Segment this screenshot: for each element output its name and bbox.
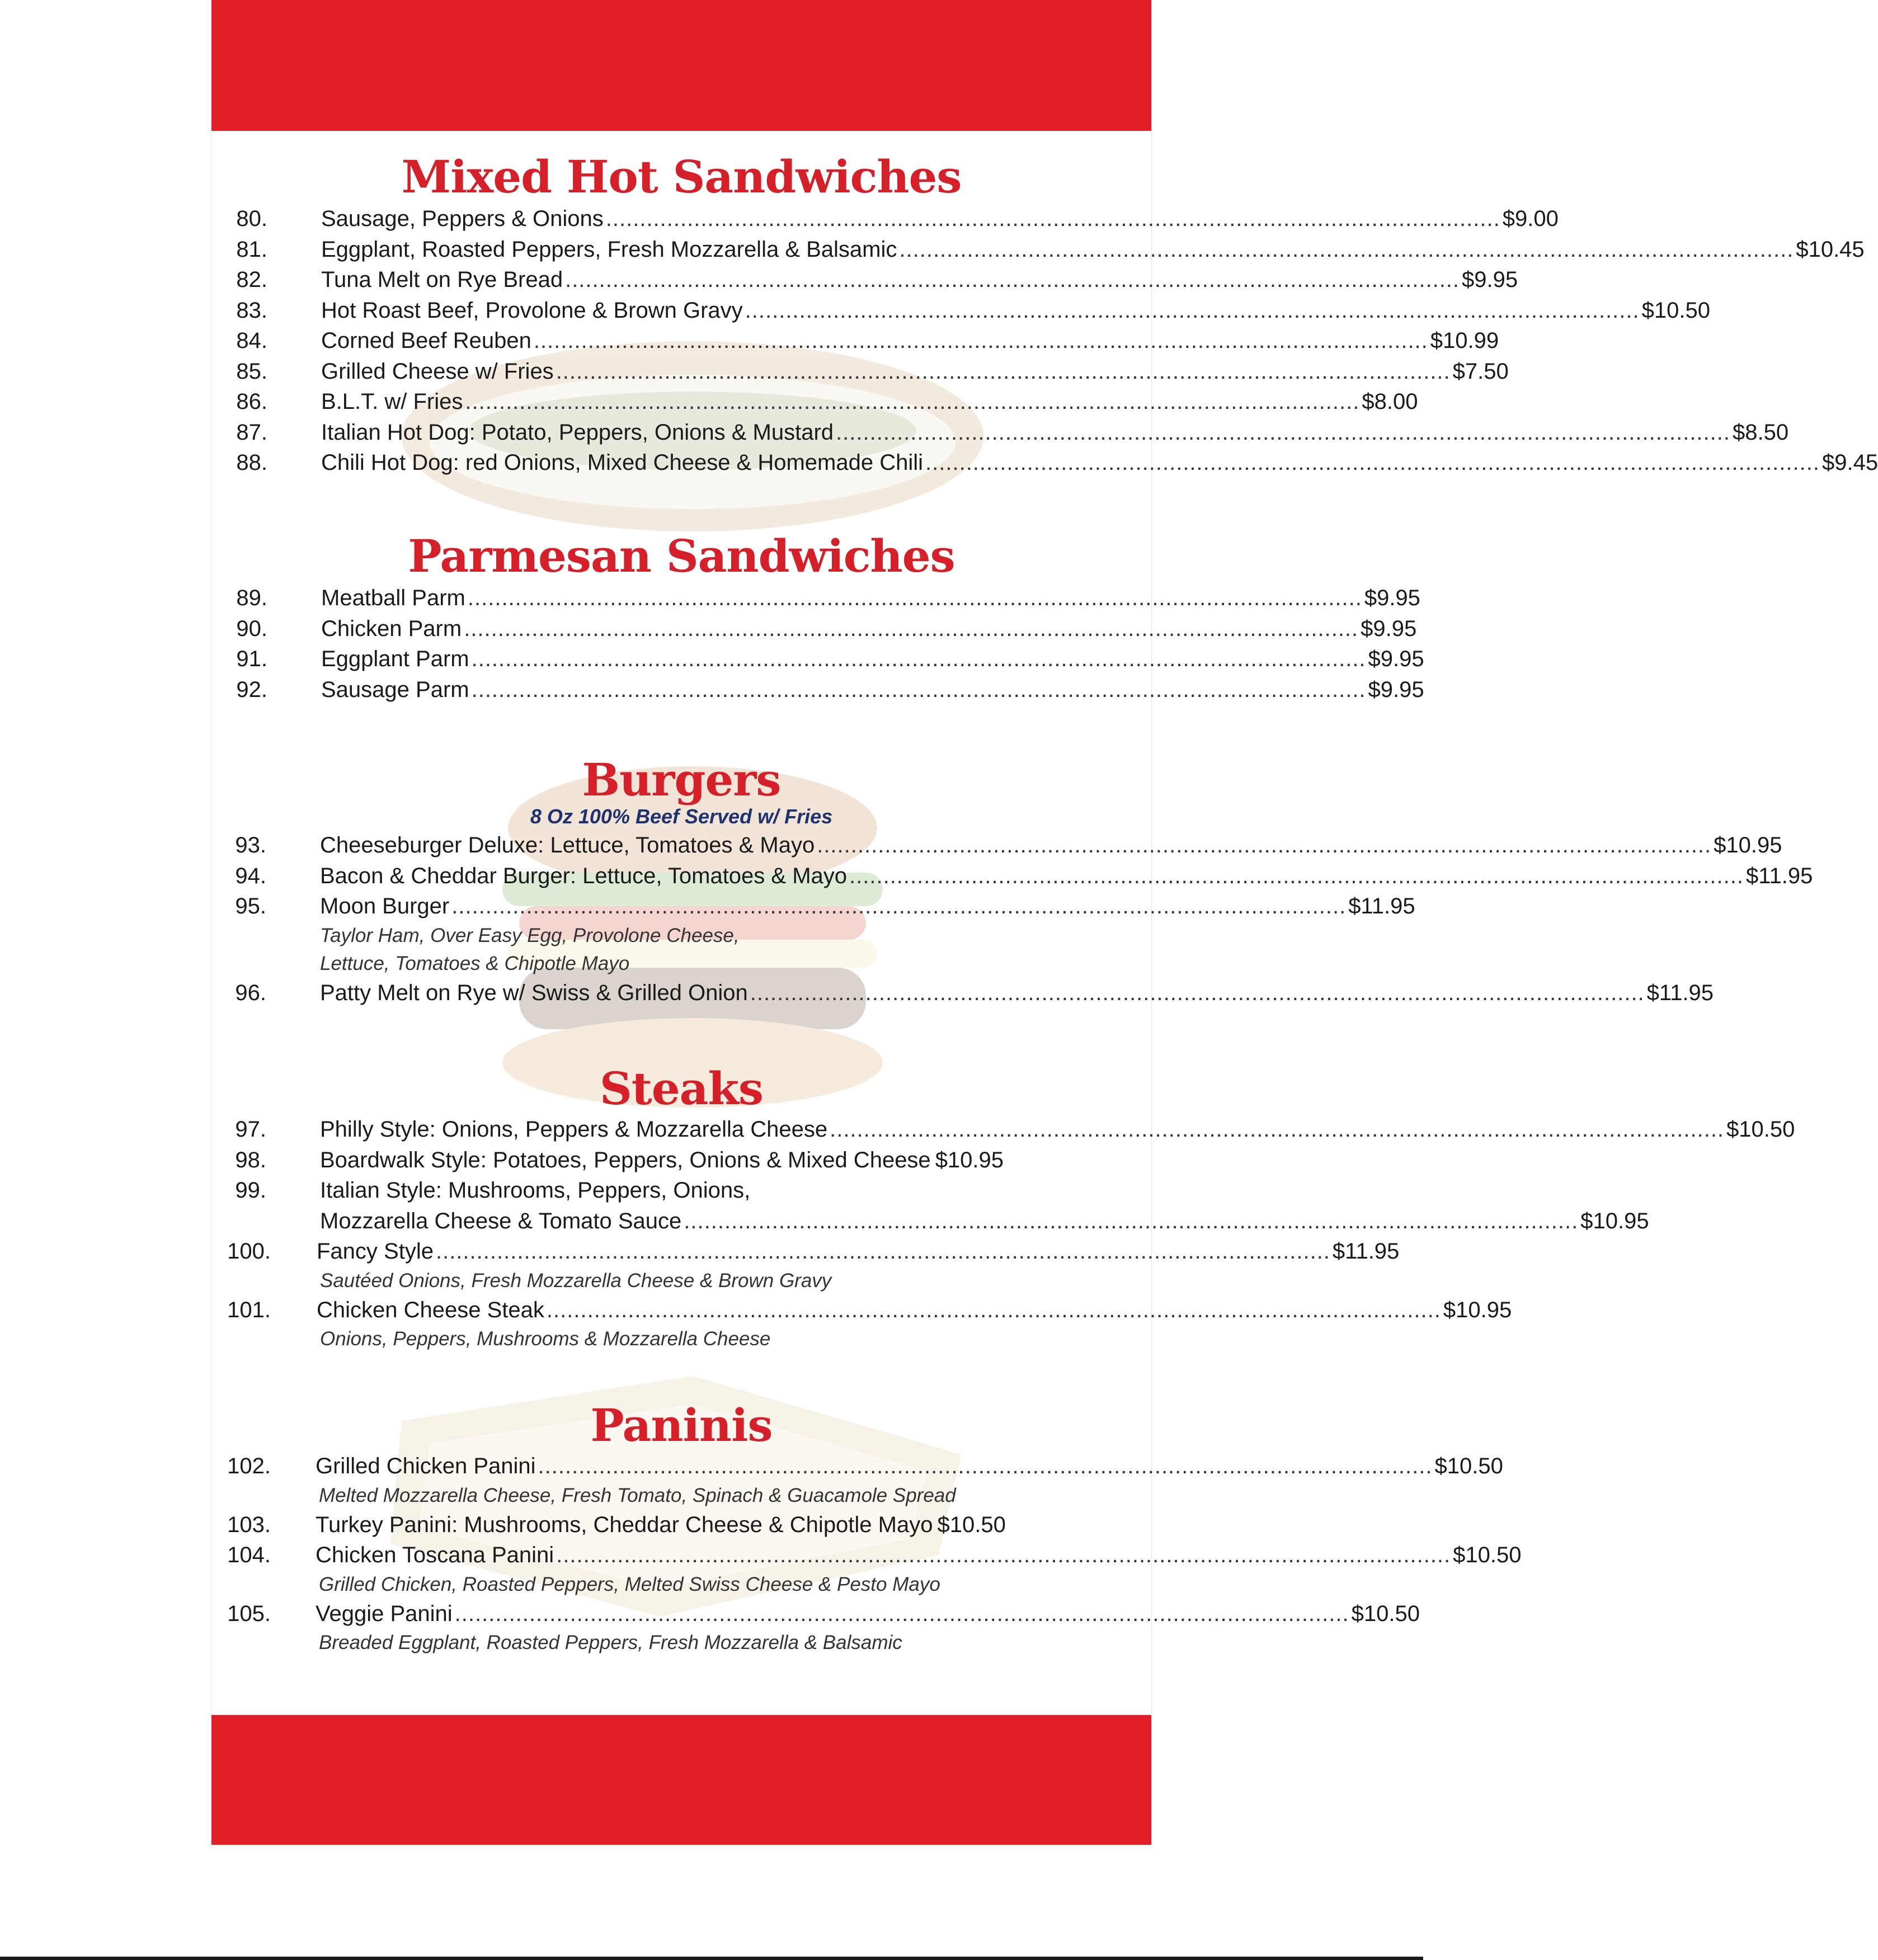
item-name: Turkey Panini: Mushrooms, Cheddar Cheese & Chipotle Mayo	[316, 1512, 933, 1537]
item-line	[321, 644, 1424, 675]
item-price: $10.99	[1430, 328, 1499, 353]
item-number: 95.	[235, 894, 266, 918]
dot-leader: ....................................................................................................................................	[454, 1601, 1349, 1626]
item-number: 96.	[235, 980, 266, 1005]
item-price: $10.50	[937, 1512, 1006, 1537]
item-description: Breaded Eggplant, Roasted Peppers, Fresh Mozzarella & Balsamic	[319, 1632, 902, 1653]
section-title: Steaks	[600, 1062, 763, 1115]
item-line	[320, 1175, 1002, 1206]
item-line	[320, 1114, 1795, 1145]
item-price: $7.50	[1452, 359, 1509, 384]
dot-leader: ....................................................................................................................................	[605, 206, 1500, 231]
item-line	[321, 614, 1417, 644]
item-line	[321, 234, 1865, 265]
item-line	[321, 583, 1420, 614]
item-name: Hot Roast Beef, Provolone & Brown Gravy	[321, 298, 743, 323]
item-number: 85.	[236, 359, 267, 384]
item-name: Chicken Cheese Steak	[317, 1297, 544, 1322]
dot-leader: ....................................................................................................................................	[899, 237, 1794, 262]
dot-leader: ....................................................................................................................................	[467, 586, 1362, 610]
item-description: Taylor Ham, Over Easy Egg, Provolone Cheese,	[320, 924, 740, 946]
dot-leader: ....................................................................................................................................	[849, 863, 1744, 888]
menu-item-88	[211, 447, 1878, 478]
item-price: $11.95	[1646, 980, 1714, 1005]
item-line	[316, 1451, 1503, 1482]
item-number: 102.	[227, 1454, 271, 1478]
item-line	[321, 265, 1518, 295]
item-description: Grilled Chicken, Roasted Peppers, Melted Swiss Cheese & Pesto Mayo	[319, 1573, 940, 1595]
item-number: 105.	[227, 1601, 271, 1626]
top-red-band	[211, 0, 1151, 131]
menu-item-84	[211, 326, 1499, 356]
item-price: $11.95	[1745, 863, 1813, 888]
item-number: 81.	[236, 237, 267, 262]
menu-item-101	[211, 1295, 1512, 1326]
item-price: $10.95	[935, 1147, 1004, 1172]
item-name: Chicken Parm	[321, 616, 462, 641]
menu-item-93	[211, 830, 1782, 861]
item-line	[320, 1145, 1002, 1176]
item-description: Onions, Peppers, Mushrooms & Mozzarella Cheese	[320, 1328, 771, 1350]
item-line	[320, 830, 1782, 861]
dot-leader: ....................................................................................................................................	[836, 420, 1730, 445]
dot-leader: ....................................................................................................................................	[817, 833, 1712, 858]
item-number: 87.	[236, 420, 267, 445]
item-price: $10.50	[1726, 1117, 1795, 1142]
item-price: $9.95	[1462, 267, 1518, 292]
item-name: Veggie Panini	[316, 1601, 453, 1626]
dot-leader: ....................................................................................................................................	[925, 450, 1820, 475]
dot-leader: ....................................................................................................................................	[684, 1208, 1579, 1233]
item-number: 94.	[235, 863, 266, 888]
menu-item-99-line1	[211, 1175, 1151, 1206]
dot-leader: ....................................................................................................................................	[451, 894, 1347, 918]
item-name: Sausage Parm	[321, 677, 469, 702]
item-line	[316, 1540, 1522, 1571]
menu-item-86	[211, 387, 1418, 417]
section-title: Paninis	[590, 1399, 773, 1452]
item-price: $9.95	[1364, 586, 1420, 610]
menu-item-100	[211, 1236, 1400, 1267]
menu-item-85	[211, 356, 1509, 387]
dot-leader: ....................................................................................................................................	[471, 647, 1366, 671]
item-line	[317, 1295, 1512, 1326]
menu-item-89	[211, 583, 1420, 614]
item-line	[321, 204, 1559, 234]
item-price: $10.50	[1453, 1543, 1522, 1567]
item-line	[320, 978, 1714, 1009]
item-line	[320, 861, 1813, 892]
item-number: 84.	[236, 328, 267, 353]
item-number: 93.	[235, 833, 266, 858]
menu-item-80	[211, 204, 1559, 234]
dot-leader: ....................................................................................................................................	[471, 677, 1366, 702]
menu-item-98	[211, 1145, 1151, 1176]
item-price: $9.95	[1361, 616, 1417, 641]
item-number: 83.	[236, 298, 267, 323]
item-name: Corned Beef Reuben	[321, 328, 531, 353]
item-line	[321, 356, 1509, 387]
menu-panel	[211, 0, 1878, 1845]
item-line	[321, 295, 1710, 326]
section-parmesan-sandwiches	[211, 530, 1424, 705]
item-name: Eggplant, Roasted Peppers, Fresh Mozzarella & Balsamic	[321, 237, 897, 262]
menu-item-82	[211, 265, 1518, 295]
item-number: 90.	[236, 616, 267, 641]
item-name: Italian Hot Dog: Potato, Peppers, Onions & Mustard	[321, 420, 834, 445]
menu-item-81	[211, 234, 1865, 265]
item-price: $10.50	[1351, 1601, 1420, 1626]
dot-leader: ....................................................................................................................................	[546, 1297, 1441, 1322]
item-price: $10.95	[1443, 1297, 1512, 1322]
item-price: $10.95	[1580, 1208, 1649, 1233]
item-name: Fancy Style	[317, 1239, 434, 1264]
item-name: Eggplant Parm	[321, 647, 469, 671]
menu-item-83	[211, 295, 1710, 326]
dot-leader: ....................................................................................................................................	[464, 616, 1359, 641]
item-name: Patty Melt on Rye w/ Swiss & Grilled Onion	[320, 980, 748, 1005]
item-name: Mozzarella Cheese & Tomato Sauce	[320, 1208, 682, 1233]
item-number: 80.	[236, 206, 267, 231]
item-line	[317, 1236, 1400, 1267]
menu-item-94	[211, 861, 1813, 892]
section-title: Burgers	[582, 753, 781, 806]
dot-leader: ....................................................................................................................................	[745, 298, 1640, 323]
item-line	[320, 1206, 1649, 1237]
menu-item-102	[211, 1451, 1503, 1482]
section-burgers	[211, 753, 1813, 1008]
section-paninis	[211, 1399, 1522, 1657]
dot-leader: ....................................................................................................................................	[538, 1454, 1433, 1478]
item-price: $10.95	[1714, 833, 1782, 858]
section-title: Mixed Hot Sandwiches	[401, 150, 962, 203]
dot-leader: ....................................................................................................................................	[435, 1239, 1330, 1264]
menu-item-103	[211, 1510, 1151, 1540]
menu-item-105	[211, 1599, 1420, 1629]
dot-leader: ....................................................................................................................................	[533, 328, 1428, 353]
item-name: Cheeseburger Deluxe: Lettuce, Tomatoes & Mayo	[320, 833, 815, 858]
item-name: Philly Style: Onions, Peppers & Mozzarella Cheese	[320, 1117, 828, 1142]
item-name: Bacon & Cheddar Burger: Lettuce, Tomatoes & Mayo	[320, 863, 848, 888]
section-mixed-hot-sandwiches	[211, 150, 1878, 478]
item-number: 86.	[236, 389, 267, 414]
item-line	[321, 675, 1424, 705]
item-line	[321, 447, 1878, 478]
dot-leader: ....................................................................................................................................	[830, 1117, 1725, 1142]
item-description: Melted Mozzarella Cheese, Fresh Tomato, Spinach & Guacamole Spread	[319, 1484, 956, 1506]
item-number: 98.	[235, 1147, 266, 1172]
item-number: 92.	[236, 677, 267, 702]
item-name: Grilled Cheese w/ Fries	[321, 359, 554, 384]
section-subtitle: 8 Oz 100% Beef Served w/ Fries	[530, 805, 833, 828]
item-price: $10.50	[1434, 1454, 1503, 1478]
item-number: 89.	[236, 586, 267, 610]
item-price: $11.95	[1348, 894, 1415, 918]
item-number: 88.	[236, 450, 267, 475]
menu-item-104	[211, 1540, 1522, 1571]
item-price: $10.50	[1641, 298, 1710, 323]
item-name: Tuna Melt on Rye Bread	[321, 267, 563, 292]
item-description: Lettuce, Tomatoes & Chipotle Mayo	[320, 952, 630, 974]
menu-item-99	[211, 1206, 1649, 1237]
item-line	[321, 326, 1499, 356]
item-price: $9.00	[1502, 206, 1559, 231]
item-name: Grilled Chicken Panini	[316, 1454, 536, 1478]
item-number: 104.	[227, 1543, 271, 1567]
menu-item-97	[211, 1114, 1795, 1145]
menu-item-90	[211, 614, 1417, 644]
scan-border	[0, 1957, 1423, 1960]
menu-item-87	[211, 417, 1789, 448]
item-name: B.L.T. w/ Fries	[321, 389, 463, 414]
item-price: $9.95	[1368, 677, 1424, 702]
item-price: $10.45	[1796, 237, 1865, 262]
item-line	[321, 387, 1418, 417]
menu-item-96	[211, 978, 1714, 1009]
item-line	[316, 1510, 1006, 1540]
item-number: 82.	[236, 267, 267, 292]
item-name: Chili Hot Dog: red Onions, Mixed Cheese & Homemade Chili	[321, 450, 924, 475]
menu-item-91	[211, 644, 1424, 675]
section-steaks	[211, 1062, 1795, 1353]
dot-leader: ....................................................................................................................................	[465, 389, 1360, 414]
dot-leader: ....................................................................................................................................	[556, 359, 1451, 384]
item-number: 97.	[235, 1117, 266, 1142]
bottom-red-band	[211, 1715, 1151, 1845]
item-price: $11.95	[1332, 1239, 1400, 1264]
item-number: 99.	[235, 1178, 266, 1203]
item-number: 103.	[227, 1512, 271, 1537]
dot-leader: ....................................................................................................................................	[565, 267, 1460, 292]
dot-leader: ....................................................................................................................................	[556, 1543, 1451, 1567]
item-description: Sautéed Onions, Fresh Mozzarella Cheese & Brown Gravy	[320, 1269, 832, 1292]
item-name: Sausage, Peppers & Onions	[321, 206, 604, 231]
item-number: 101.	[227, 1297, 271, 1322]
dot-leader: ....................................................................................................................................	[750, 980, 1645, 1005]
item-price: $8.00	[1362, 389, 1418, 414]
item-line	[320, 891, 1415, 922]
menu-item-95	[211, 891, 1415, 922]
item-price: $8.50	[1733, 420, 1789, 445]
item-name: Meatball Parm	[321, 586, 465, 610]
item-name: Italian Style: Mushrooms, Peppers, Onions,	[320, 1178, 751, 1203]
item-number: 91.	[236, 647, 267, 671]
item-line	[321, 417, 1789, 448]
item-line	[316, 1599, 1420, 1629]
item-number: 100.	[227, 1239, 271, 1264]
item-name: Chicken Toscana Panini	[316, 1543, 554, 1567]
item-name: Boardwalk Style: Potatoes, Peppers, Onions & Mixed Cheese	[320, 1147, 931, 1172]
item-price: $9.45	[1821, 450, 1878, 475]
item-price: $9.95	[1368, 647, 1424, 671]
menu-item-92	[211, 675, 1424, 705]
section-title: Parmesan Sandwiches	[408, 530, 955, 582]
item-name: Moon Burger	[320, 894, 450, 918]
